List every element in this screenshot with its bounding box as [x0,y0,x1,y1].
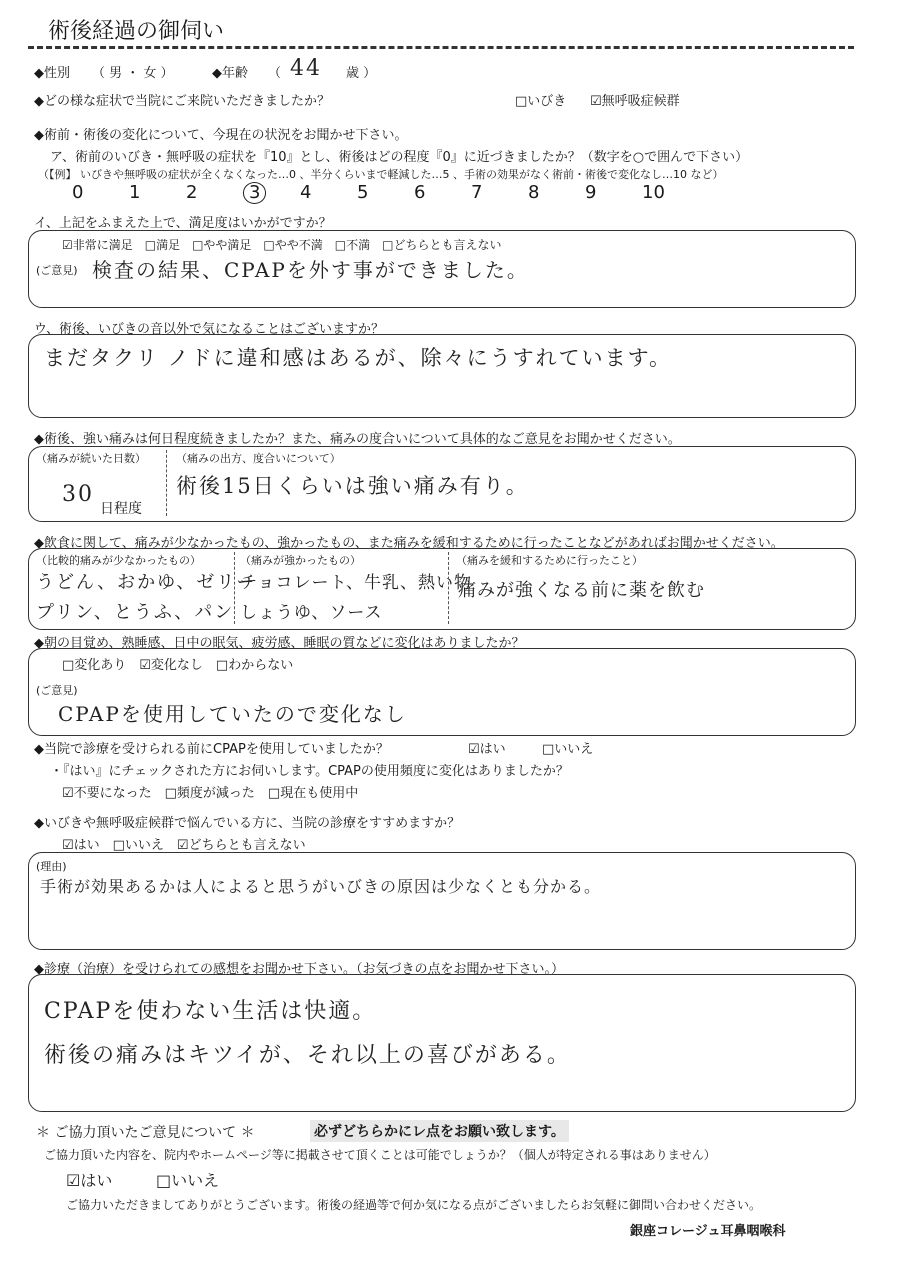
scale-selected-circle: 3 [243,182,266,204]
pain-degree[interactable]: 術後15日くらいは強い痛み有り。 [176,474,529,498]
satisfaction-opinion[interactable]: 検査の結果、CPAPを外す事ができました。 [92,258,529,282]
pain-degree-label: （痛みの出方、度合いについて） [176,452,341,465]
recommend-question: ◆いびきや無呼吸症候群で悩んでいる方に、当院の診療をすすめますか？ [34,816,461,831]
recommend-reason[interactable]: 手術が効果あるかは人によると思うがいびきの原因は少なくとも分かる。 [40,877,602,896]
footer-thanks: ご協力いただきましてありがとうございます。術後の経過等で何か気になる点がございましたらお気軽に御問い合わせください。 [66,1198,762,1212]
food-strong-line1[interactable]: チョコレート、牛乳、熱い物 [240,573,472,593]
change-subquestion-a: ア、術前のいびき・無呼吸の症状を『10』とし、術後はどの程度『0』に近づきましたか？（数字を○で囲んで下さい） [50,150,749,165]
scale-option-6[interactable]: 6 [414,182,426,203]
pain-days-label: （痛みが続いた日数） [36,452,146,465]
recommend-options[interactable]: ☑はい □いいえ ☑どちらとも言えない [62,838,306,853]
morning-question: ◆朝の目覚め、熟睡感、日中の眠気、疲労感、睡眠の質などに変化はありましたか？ [34,636,525,651]
satisfaction-opinion-label: (ご意見) [36,264,78,277]
title-divider [28,46,854,49]
food-question: ◆飲食に関して、痛みが少なかったもの、強かったもの、また痛みを緩和するために行ったことなどがあればお聞かせください。 [34,536,784,551]
page-title: 術後経過の御伺い [48,19,225,44]
satisfaction-question: イ、上記をふまえた上で、満足度はいかがですか？ [34,216,332,231]
gender-value[interactable]: （ 男 ・ 女 ） [92,66,174,81]
food-relief-label: （痛みを緩和するために行ったこと） [456,554,643,567]
food-strong-label: （痛みが強かったもの） [240,554,361,567]
other-concern-question: ウ、術後、いびきの音以外で気になることはございますか？ [34,322,384,337]
food-less-line1[interactable]: うどん、おかゆ、ゼリー [36,572,257,593]
morning-options[interactable]: □変化あり ☑変化なし □わからない [62,658,294,673]
other-concern-answer[interactable]: まだタクリ ノドに違和感はあるが、除々にうすれています。 [44,346,672,370]
cpap-no-checkbox[interactable]: □いいえ [542,742,594,757]
morning-opinion-label: (ご意見) [36,684,78,697]
footer-question: ご協力頂いた内容を、院内やホームページ等に掲載させて頂くことは可能でしょうか？（個人が特定される事はありません） [44,1148,716,1162]
cpap-question: ◆当院で診療を受けられる前にCPAPを使用していましたか？ [34,742,389,757]
symptom-snoring-checkbox[interactable]: □いびき [515,94,567,109]
impression-line2[interactable]: 術後の痛みはキツイが、それ以上の喜びがある。 [44,1043,571,1068]
cpap-sub-question: ・『はい』にチェックされた方にお伺いします。CPAPの使用頻度に変化はありましたか？ [50,764,569,779]
pain-question: ◆術後、強い痛みは何日程度続きましたか？また、痛みの度合いについて具体的なご意見をお聞かせください。 [34,432,681,447]
gender-label: ◆性別 [34,66,70,81]
pain-days-unit: 日程度 [100,501,142,517]
age-suffix: 歳 ） [346,66,377,81]
pain-divider [166,450,167,516]
scale-option-5[interactable]: 5 [357,182,369,203]
footer-note: ＊ ご協力頂いたご意見について ＊ [36,1125,255,1141]
food-relief[interactable]: 痛みが強くなる前に薬を飲む [458,580,705,601]
food-less-line2[interactable]: プリン、とうふ、パン [36,602,235,623]
footer-no-checkbox[interactable]: □いいえ [156,1171,220,1190]
footer-note-highlight: 必ずどちらかにレ点をお願い致します。 [310,1120,569,1142]
footer-yes-checkbox[interactable]: ☑はい [66,1171,113,1190]
recommend-box [28,852,856,950]
impression-question: ◆診療（治療）を受けられての感想をお聞かせ下さい。（お気づきの点をお聞かせ下さい。） [34,962,564,977]
pain-days-value[interactable]: 30 [62,482,94,507]
age-value[interactable]: 44 [290,56,322,81]
food-strong-line2[interactable]: しょうゆ、ソース [240,603,383,623]
scale-option-3[interactable] [243,182,300,204]
scale-option-10[interactable]: 10 [642,182,665,203]
satisfaction-options[interactable]: ☑非常に満足 □満足 □やや満足 □やや不満 □不満 □どちらとも言えない [62,238,502,252]
recommend-reason-label: (理由) [36,860,67,873]
cpap-yes-checkbox[interactable]: ☑はい [468,742,506,757]
clinic-name: 銀座コレージュ耳鼻咽喉科 [630,1224,786,1239]
scale-option-8[interactable]: 8 [528,182,540,203]
improvement-scale[interactable] [72,182,699,204]
symptom-apnea-checkbox[interactable]: ☑無呼吸症候群 [590,94,680,109]
change-example: （【例】 いびきや無呼吸の症状が全くなくなった…0 、半分くらいまで軽減した…5 、手術の効果がなく術前・術後で変化なし…10 など） [38,168,724,181]
food-divider-2 [448,552,449,624]
food-less-label: （比較的痛みが少なかったもの） [36,554,201,567]
scale-option-2[interactable]: 2 [186,182,198,203]
morning-opinion[interactable]: CPAPを使用していたので変化なし [58,702,407,726]
impression-line1[interactable]: CPAPを使わない生活は快適。 [44,999,377,1024]
scale-option-4[interactable]: 4 [300,182,312,203]
symptom-question: ◆どの様な症状で当院にご来院いただきましたか？ [34,94,330,109]
food-divider-1 [234,552,235,624]
age-prefix: （ [268,66,282,81]
age-label: ◆年齢 [212,66,248,81]
cpap-sub-options[interactable]: ☑不要になった □頻度が減った □現在も使用中 [62,786,359,801]
scale-option-7[interactable]: 7 [471,182,483,203]
change-question: ◆術前・術後の変化について、今現在の状況をお聞かせ下さい。 [34,128,408,143]
scale-option-0[interactable]: 0 [72,182,84,203]
scale-option-1[interactable]: 1 [129,182,141,203]
scale-option-9[interactable]: 9 [585,182,597,203]
